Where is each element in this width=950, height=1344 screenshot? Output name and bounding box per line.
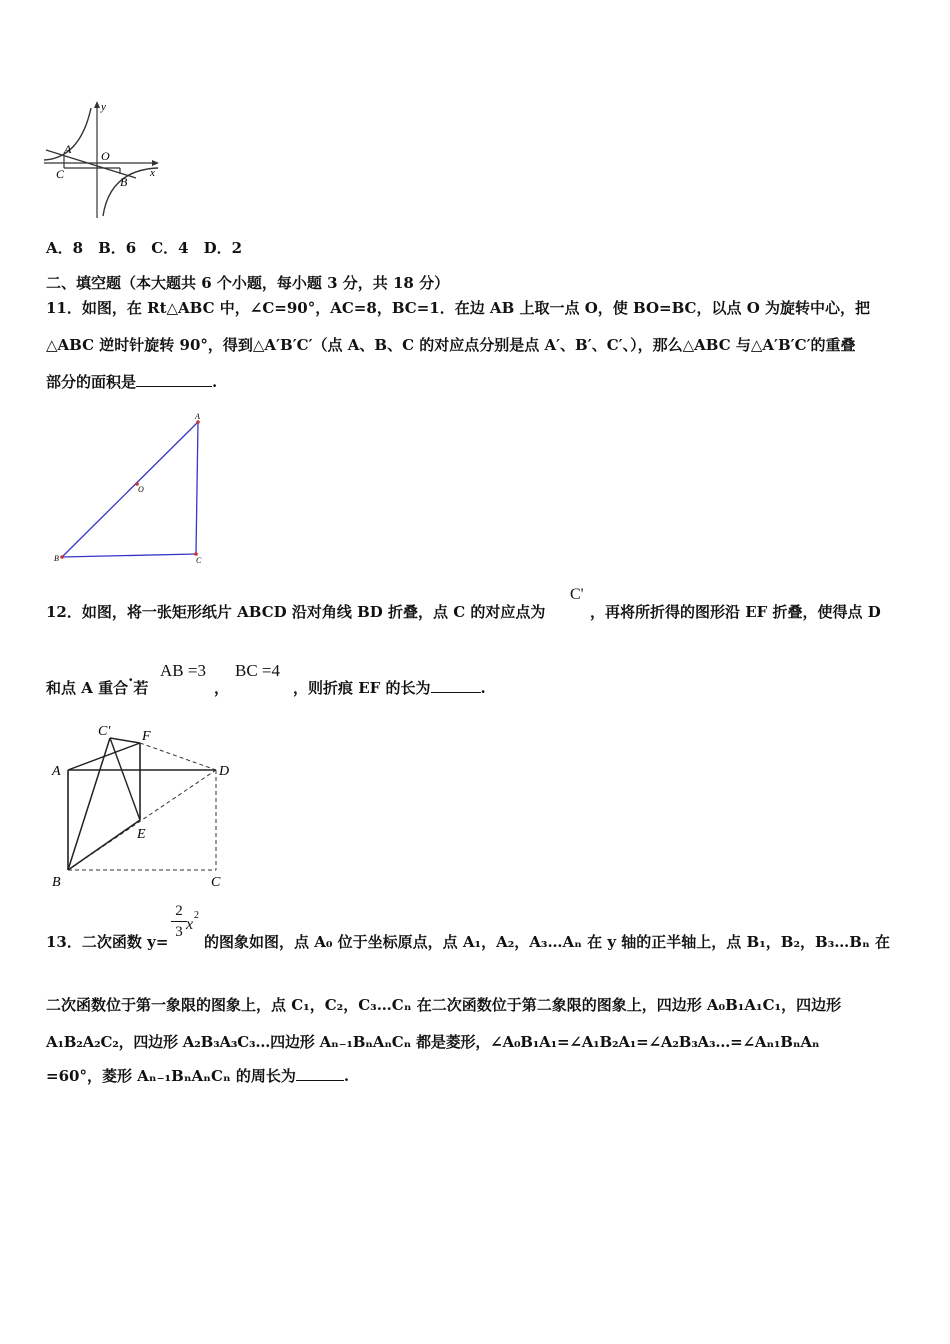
- q12-end: .: [480, 679, 486, 697]
- label-b: B: [54, 554, 59, 563]
- q11-line-3: [46, 371, 217, 392]
- q11-line-2: △ABC 逆时针旋转 90°，得到△A′B′C′（点 A、B、C 的对应点分别是点 A′、B′、C′、），那么△ABC 与△A′B′C′的重叠: [46, 336, 856, 354]
- y-axis-arrow: [94, 101, 100, 108]
- q13-frac-bar: [171, 921, 187, 922]
- label-b: B: [120, 175, 128, 189]
- q10-graph-figure: [40, 98, 165, 220]
- segment-a-f: [68, 743, 140, 770]
- label-a: A: [52, 764, 61, 779]
- q12-line-2-dot: ·: [128, 671, 134, 689]
- label-c: C: [211, 875, 221, 890]
- q12-line-1-a: 12．如图，将一张矩形纸片 ABCD 沿对角线 BD 折叠，点 C 的对应点为: [46, 603, 546, 621]
- q12-line-2-c-text: ，则折痕 EF 的长为: [293, 679, 431, 697]
- q13-line-1-b: 的图象如图，点 A₀ 位于坐标原点，点 A₁，A₂，A₃…Aₙ 在 y 轴的正半轴上，点 B₁，B₂，B₃…Bₙ 在: [204, 933, 890, 951]
- label-c: C: [196, 556, 202, 565]
- label-y: y: [101, 101, 106, 113]
- q13-line-1-a: 13．二次函数 y=: [46, 933, 169, 951]
- label-b: B: [52, 875, 61, 890]
- side-ac: [196, 422, 198, 554]
- q13-frac-numerator: 2: [175, 903, 183, 919]
- q13-line-3: A₁B₂A₂C₂，四边形 A₂B₃A₃C₃…四边形 Aₙ₋₁BₙAₙCₙ 都是菱形，∠A₀B₁A₁=∠A₁B₂A₁=∠A₂B₃A₃…=∠Aₙ₁BₙAₙ: [46, 1033, 820, 1051]
- side-ab: [62, 422, 198, 557]
- q13-frac-denominator: 3: [175, 924, 183, 940]
- segment-cprime-e: [110, 738, 140, 820]
- q12-line-2-b: 若: [133, 679, 149, 697]
- label-c: C: [56, 167, 65, 181]
- label-a: A: [64, 142, 72, 156]
- side-bc: [62, 554, 196, 557]
- q13-line-4: [46, 1065, 349, 1086]
- label-o: O: [138, 485, 144, 494]
- q13-end: .: [343, 1067, 350, 1085]
- q12-line-2-c: [293, 677, 486, 698]
- q13-frac-x: x: [186, 916, 194, 933]
- label-a: A: [195, 412, 200, 421]
- label-d: D: [219, 764, 230, 779]
- section2-heading: 二、填空题（本大题共 6 个小题，每小题 3 分，共 18 分）: [46, 274, 450, 292]
- q11-line-1: 11．如图，在 Rt△ABC 中，∠C=90°，AC=8，BC=1．在边 AB 上取一点 O，使 BO=BC，以点 O 为旋转中心，把: [46, 299, 870, 317]
- label-o: O: [101, 149, 110, 163]
- q13-frac-exp: 2: [194, 910, 199, 921]
- q12-bc-value: BC =4: [235, 661, 281, 680]
- q12-comma: ，: [214, 679, 230, 697]
- segment-f-d-dashed: [140, 743, 216, 770]
- x-axis-arrow: [152, 160, 159, 166]
- q12-rectangle-figure: [46, 720, 246, 892]
- q13-line-4-text: =60°，菱形 Aₙ₋₁BₙAₙCₙ 的周长为: [46, 1067, 296, 1085]
- segment-b-cprime: [68, 738, 110, 870]
- label-f: F: [142, 729, 151, 744]
- q13-line-2: 二次函数位于第一象限的图象上，点 C₁，C₂，C₃…Cₙ 在二次函数位于第二象限的图象上，四边形 A₀B₁A₁C₁，四边形: [46, 996, 842, 1014]
- q12-c-prime: C': [570, 586, 584, 603]
- q12-answer-blank[interactable]: [431, 678, 481, 693]
- segment-b-e: [68, 820, 140, 870]
- q12-line-1-b: ，再将所折得的图形沿 EF 折叠，使得点 D: [590, 603, 881, 621]
- q12-ab-value: AB =3: [160, 661, 206, 680]
- q12-line-2-a: 和点 A 重合: [46, 679, 129, 697]
- segment-cprime-f: [110, 738, 140, 743]
- label-e: E: [137, 827, 146, 842]
- q11-end: .: [212, 373, 218, 391]
- q11-line-3-text: 部分的面积是: [46, 373, 137, 391]
- q11-triangle-figure: [50, 412, 220, 572]
- q10-options: A．8 B．6 C．4 D．2: [46, 239, 243, 257]
- q13-answer-blank[interactable]: [296, 1066, 344, 1081]
- label-cprime: C': [98, 724, 111, 739]
- q11-answer-blank[interactable]: [136, 372, 212, 387]
- q12-line-2: [46, 671, 149, 698]
- label-x: x: [150, 167, 155, 179]
- point-b: [60, 555, 64, 559]
